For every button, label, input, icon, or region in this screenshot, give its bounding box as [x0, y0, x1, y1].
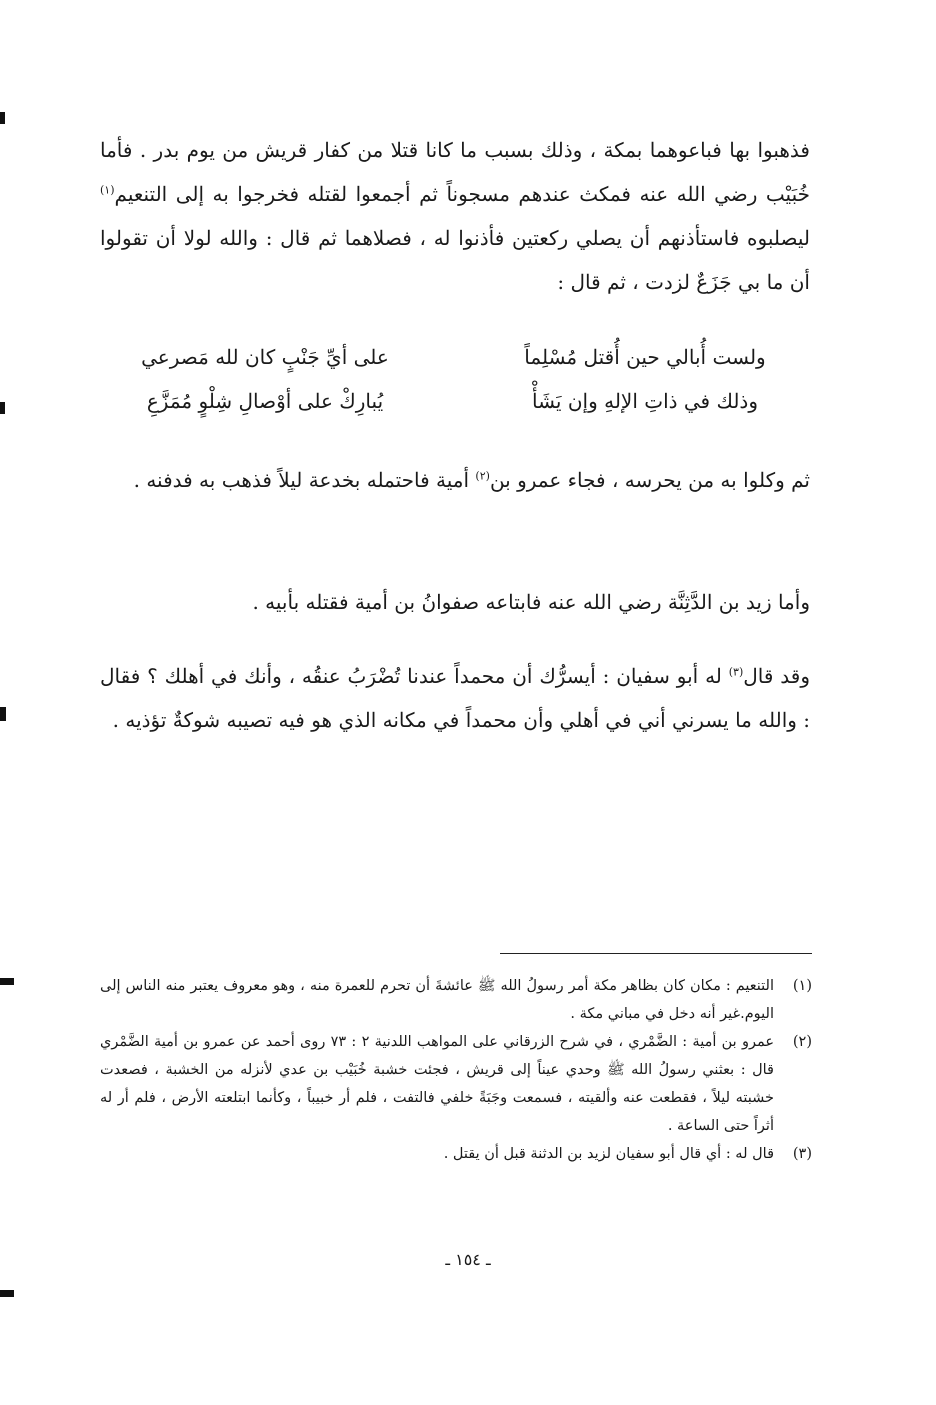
- footnote-ref-1: (١): [100, 183, 115, 197]
- paragraph-2-text: ثم وكلوا به من يحرسه ، فجاء عمرو بن: [489, 468, 810, 492]
- footnote-text: عمرو بن أمية : الضَّمْري ، في شرح الزرقاني على المواهب اللدنية ٢ : ٧٣ روى أحمد عن عمرو بن أمية الضَّمْري قال : بعثني رسولُ الله ﷺ وحدي عيناً إلى قريش ، فجئت خشبة خُبَيْب بن عدي لأنزله من الخشبة ، فصعدت خشبته ليلاً ، فقطعت عنه وألقيته ، فسمعت وجَبَةً خلفي فالتفت ، فلم أر خبيباً ، وكأنما ابتلعته الأرض ، فلم أر له أثراً حتى الساعة .: [100, 1034, 774, 1134]
- footnotes: [100, 972, 812, 1168]
- footnote-number: (٣): [792, 1146, 812, 1162]
- paragraph-4-text: له أبو سفيان : أيسرُّك أن محمداً عندنا تُضْرَبُ عنقُه ، وأنك في أهلك ؟ فقال : والله ما يسرني أني في أهلي وأن محمداً في مكانه الذي هو فيه تصيبه شوكةٌ تؤذيه .: [100, 664, 810, 732]
- footnote-item: [100, 972, 812, 1028]
- paragraph-3-text: وأما زيد بن الدَّثِنَّة رضي الله عنه فابتاعه صفوانُ بن أمية فقتله بأبيه .: [252, 590, 810, 614]
- verse-first-hemistich: وذلك في ذاتِ الإلهِ وإن يَشَأْ: [531, 389, 758, 413]
- scan-mark: [0, 1290, 14, 1297]
- footnote-text: التنعيم : مكان كان بظاهر مكة أمر رسولُ الله ﷺ عائشةَ أن تحرم للعمرة منه ، وهو معروف يعتبر منه الناس إلى اليوم.غير أنه دخل في مباني مكة .: [100, 978, 774, 1022]
- poem-verse: [100, 335, 810, 379]
- paragraph-2-text: أمية فاحتمله بخدعة ليلاً فذهب به فدفنه .: [133, 468, 476, 492]
- footnote-ref-3: (٣): [728, 665, 744, 679]
- paragraph-1-text: ليصلبوه فاستأذنهم أن يصلي ركعتين فأذنوا له ، فصلاهما ثم قال :: [265, 226, 810, 250]
- paragraph-1-text: إلى التنعيم: [114, 182, 205, 206]
- footnote-number: (٢): [792, 1034, 812, 1050]
- paragraph-4-text: وقد قال: [743, 664, 810, 688]
- page-number: ـ ١٥٤ ـ: [445, 1250, 491, 1269]
- footnote-ref-2: (٢): [475, 469, 490, 483]
- footnote-number: (١): [792, 978, 812, 994]
- footnote-separator: [500, 953, 812, 954]
- scan-mark: [0, 112, 5, 124]
- scan-mark: [0, 402, 5, 414]
- scan-mark: [0, 707, 6, 721]
- paragraph-1-line: فذهبوا بها فباعوهما بمكة ، وذلك بسبب ما كانا قتلا من كفار قريش من يوم: [186, 138, 810, 162]
- verse-second-hemistich: يُبارِكْ على أوْصالِ شِلْوٍ مُمَزَّعِ: [146, 389, 384, 413]
- footnote-item: [100, 1028, 812, 1140]
- footnote-text: قال له : أي قال أبو سفيان لزيد بن الدثنة قبل أن يقتل .: [443, 1146, 774, 1162]
- paragraph-3: [100, 580, 810, 624]
- paragraph-2: [100, 458, 810, 502]
- footnote-item: [100, 1140, 812, 1168]
- verse-first-hemistich: ولست أُبالي حين أُقتل مُسْلِماً: [524, 345, 766, 369]
- paragraph-4: [100, 654, 810, 742]
- paragraph-1-line: بدر . فأما خُبَيْب رضي الله عنه فمكث عندهم مسجوناً ثم أجمعوا لقتله فخرجوا به: [100, 138, 810, 206]
- poem: [100, 335, 810, 423]
- scan-mark: [0, 978, 14, 985]
- paragraph-1: [100, 128, 810, 304]
- poem-verse: [100, 379, 810, 423]
- verse-second-hemistich: على أيِّ جَنْبٍ كان لله مَصرعي: [141, 345, 389, 369]
- paragraph-1-line: والله لولا أن تقولوا أن ما بي جَزَعٌ لزدت ، ثم قال :: [100, 226, 810, 294]
